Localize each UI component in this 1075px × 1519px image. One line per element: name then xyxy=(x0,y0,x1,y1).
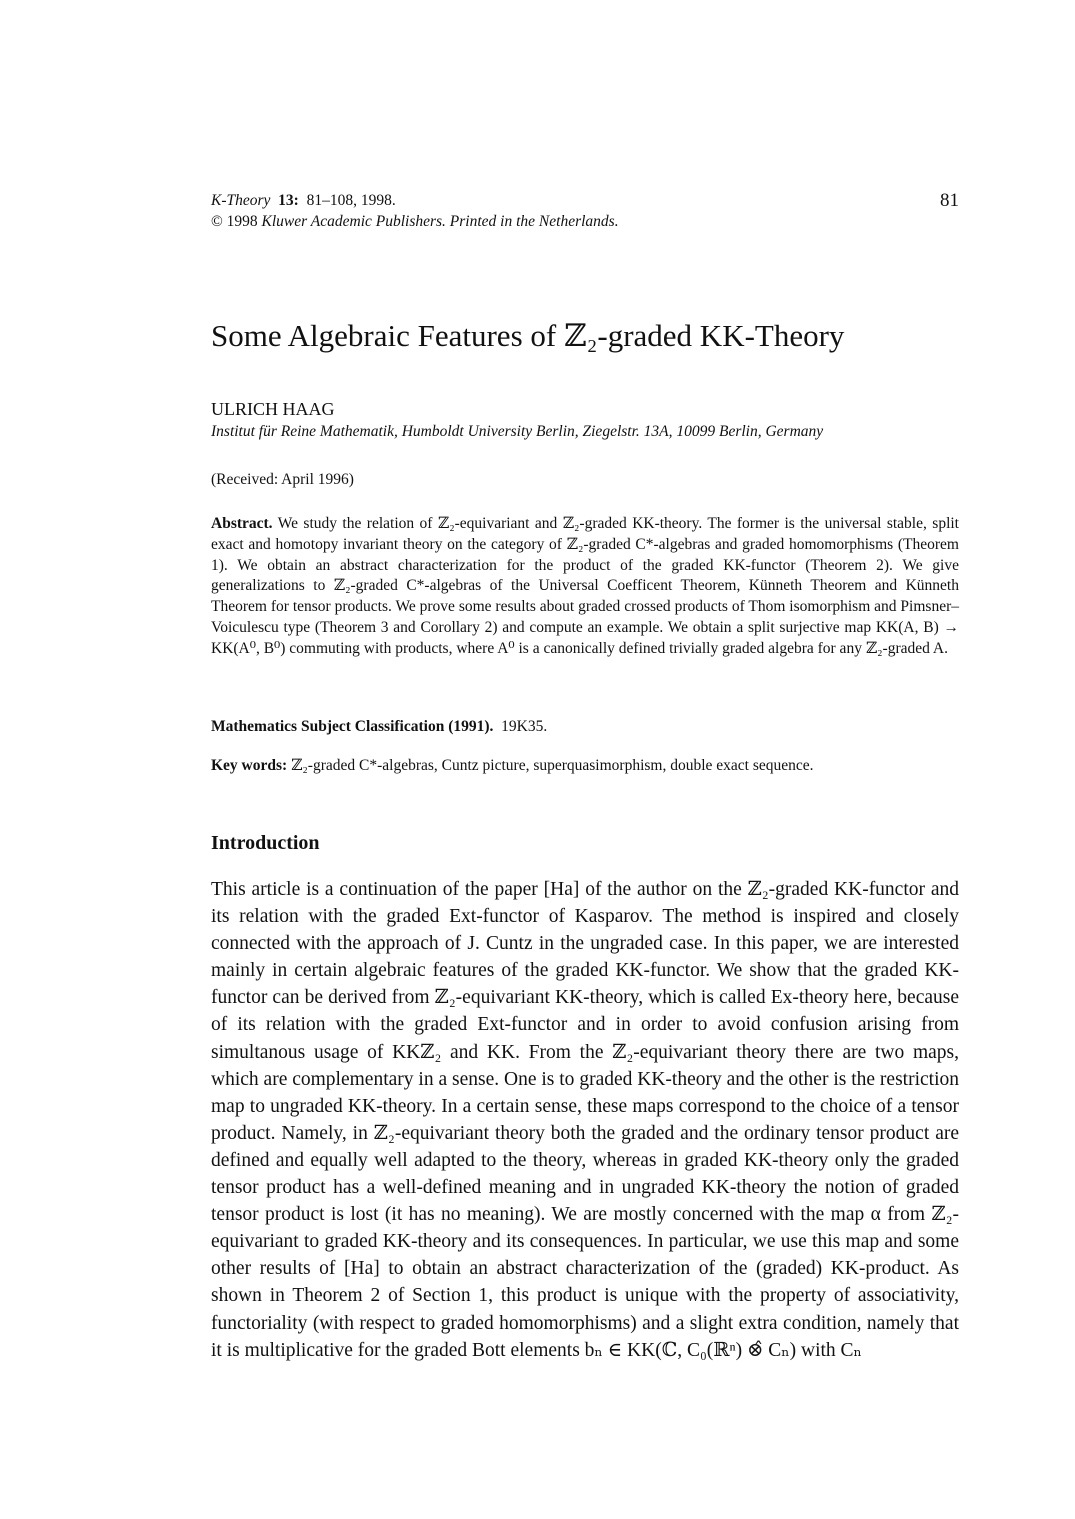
keywords xyxy=(211,756,814,775)
abstract xyxy=(211,514,959,660)
journal-pages-year: 81–108, 1998. xyxy=(306,192,396,209)
introduction-paragraph: This article is a continuation of the paper [Ha] of the author on the ℤ₂-graded KK-functor and its relation with the graded Ext-functor of Kasparov. The method is inspired and closely connected with the approach of J. Cuntz in the ungraded case. In this paper, we are interested mainly in certain algebraic features of the graded KK-functor. We show that the graded KK-functor can be derived from ℤ₂-equivariant KK-theory, which is called Ex-theory here, because of its relation with the graded Ext-functor and in order to avoid confusion arising from simultanous usage of KKℤ₂ and KK. From the ℤ₂-equivariant theory there are two maps, which are complementary in a sense. One is to graded KK-theory and the other is the restriction map to ungraded KK-theory. In a certain sense, these maps correspond to the choice of a tensor product. Namely, in ℤ₂-equivariant theory both the graded and the ordinary tensor product are defined and equally well adapted to the theory, whereas in graded KK-theory only the graded tensor product has a well-defined meaning and in ungraded KK-theory the notion of graded tensor product is lost (it has no meaning). We are mostly concerned with the map α from ℤ₂-equivariant to graded KK-theory and its consequences. In particular, we use this map and some other results of [Ha] to obtain an abstract characterization of the (graded) KK-product. As shown in Theorem 2 of Section 1, this product is unique with the property of associativity, functoriality (with respect to graded homomorphisms) and a slight extra condition, namely that it is multiplicative for the graded Bott elements bₙ ∈ KK(ℂ, C₀(ℝⁿ) ⊗̂ Cₙ) with Cₙ xyxy=(211,879,959,1361)
subject-classification xyxy=(211,718,547,736)
page-number: 81 xyxy=(940,190,959,211)
keywords-value: ℤ₂-graded C*-algebras, Cuntz picture, superquasimorphism, double exact sequence. xyxy=(291,757,814,774)
keywords-label: Key words: xyxy=(211,757,288,774)
publisher: Kluwer Academic Publishers. Printed in the Netherlands. xyxy=(261,213,619,230)
author-affiliation: Institut für Reine Mathematik, Humboldt University Berlin, Ziegelstr. 13A, 10099 Berlin, Germany xyxy=(211,423,824,440)
section-heading: Introduction xyxy=(211,832,320,854)
author-name: ULRICH HAAG xyxy=(211,399,335,419)
citation-line xyxy=(211,190,959,211)
abstract-text: We study the relation of ℤ₂-equivariant and ℤ₂-graded KK-theory. The former is the universal stable, split exact and homotopy invariant theory on the category of ℤ₂-graded C*-algebras and graded homomorphisms (Theorem 1). We obtain an abstract characterization for the product of the graded KK-functor (Theorem 2). We give generalizations to ℤ₂-graded C*-algebras of the Universal Coefficent Theorem, Künneth Theorem and Künneth Theorem for tensor products. We prove some results about graded crossed products of Thom isomorphism and Pimsner–Voiculescu type (Theorem 3 and Corollary 2) and compute an example. We obtain a split surjective map KK(A, B) → KK(A⁰, B⁰) commuting with products, where A⁰ is a canonically defined trivially graded algebra for any ℤ₂-graded A. xyxy=(211,515,959,657)
received-date: (Received: April 1996) xyxy=(211,471,354,488)
journal-name: K-Theory xyxy=(211,192,271,209)
journal-header xyxy=(211,190,959,232)
journal-volume: 13: xyxy=(278,192,299,209)
introduction-body xyxy=(211,876,959,1364)
paper-title: Some Algebraic Features of ℤ₂-graded KK-Theory xyxy=(211,318,845,353)
abstract-label: Abstract. xyxy=(211,515,273,532)
msc-label: Mathematics Subject Classification (1991). xyxy=(211,718,494,735)
copyright-year: © 1998 xyxy=(211,213,258,230)
copyright-line xyxy=(211,211,959,232)
msc-value: 19K35. xyxy=(501,718,548,735)
